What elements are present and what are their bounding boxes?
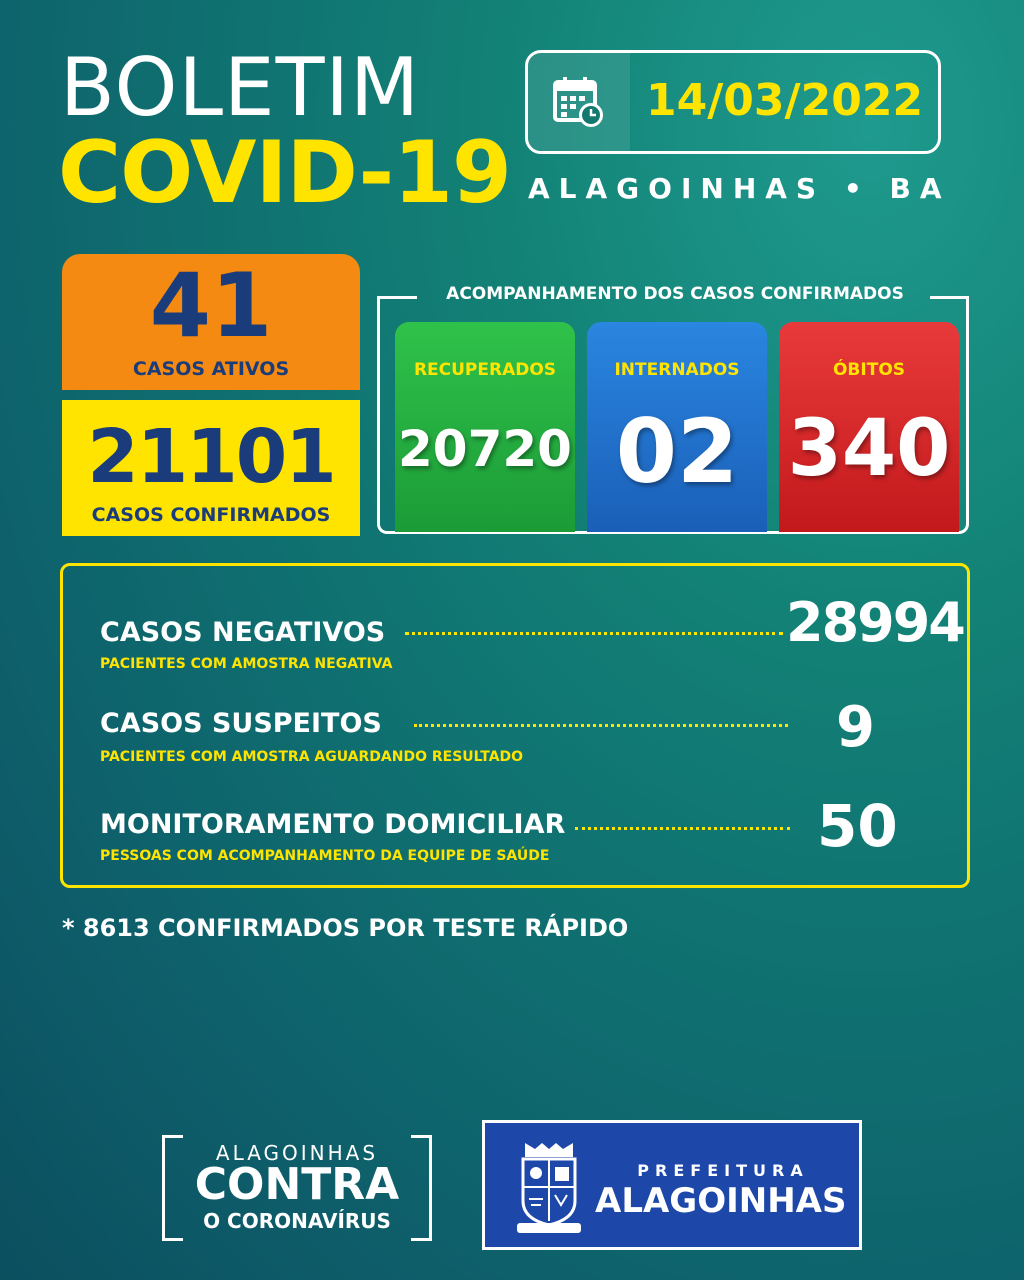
prefecture-line2: ALAGOINHAS	[595, 1181, 847, 1221]
tracking-title: ACOMPANHAMENTO DOS CASOS CONFIRMADOS	[446, 284, 904, 304]
tracking-frame-top-right	[930, 296, 969, 299]
hospitalized-value: 02	[615, 400, 739, 503]
suspected-cases-value: 9	[836, 695, 875, 760]
location: ALAGOINHAS • BA	[528, 172, 951, 205]
title-covid: COVID-19	[58, 123, 511, 223]
active-cases-label: CASOS ATIVOS	[132, 358, 290, 380]
negative-cases-value: 28994	[786, 591, 964, 654]
date-box	[525, 50, 941, 154]
campaign-logo	[162, 1135, 432, 1239]
title-boletim: BOLETIM	[60, 41, 421, 134]
negative-cases-leader	[405, 632, 783, 635]
suspected-cases-subtitle: PACIENTES COM AMOSTRA AGUARDANDO RESULTADO	[100, 749, 524, 765]
confirmed-cases-card	[62, 400, 360, 536]
home-monitoring-title: MONITORAMENTO DOMICILIAR	[100, 809, 566, 840]
prefecture-line1: PREFEITURA	[637, 1161, 809, 1180]
suspected-cases-title: CASOS SUSPEITOS	[100, 708, 382, 739]
tracking-frame-top-left	[377, 296, 417, 299]
suspected-cases-leader	[414, 724, 788, 727]
active-cases-value: 41	[149, 254, 273, 357]
recovered-label: RECUPERADOS	[413, 360, 557, 380]
prefecture-logo	[482, 1120, 862, 1250]
home-monitoring-value: 50	[817, 792, 898, 860]
report-date: 14/03/2022	[646, 75, 924, 126]
active-cases-card	[62, 254, 360, 390]
campaign-line3: O CORONAVÍRUS	[203, 1209, 391, 1233]
confirmed-cases-value: 21101	[87, 414, 335, 500]
negative-cases-subtitle: PACIENTES COM AMOSTRA NEGATIVA	[100, 656, 393, 672]
hospitalized-card	[587, 322, 767, 532]
recovered-value: 20720	[398, 420, 572, 478]
home-monitoring-leader	[575, 827, 790, 830]
deaths-label: ÓBITOS	[832, 360, 906, 380]
home-monitoring-subtitle: PESSOAS COM ACOMPANHAMENTO DA EQUIPE DE SAÚDE	[100, 848, 550, 864]
deaths-card	[779, 322, 959, 532]
deaths-value: 340	[787, 404, 951, 494]
rapid-test-footnote: * 8613 CONFIRMADOS POR TESTE RÁPIDO	[62, 914, 629, 942]
negative-cases-title: CASOS NEGATIVOS	[100, 617, 386, 648]
hospitalized-label: INTERNADOS	[614, 360, 740, 380]
confirmed-cases-label: CASOS CONFIRMADOS	[91, 504, 331, 526]
campaign-line2: CONTRA	[194, 1159, 400, 1210]
calendar-clock-icon	[528, 53, 630, 151]
recovered-card	[395, 322, 575, 532]
city-crest-icon	[515, 1139, 583, 1235]
campaign-line1: ALAGOINHAS	[215, 1141, 379, 1165]
